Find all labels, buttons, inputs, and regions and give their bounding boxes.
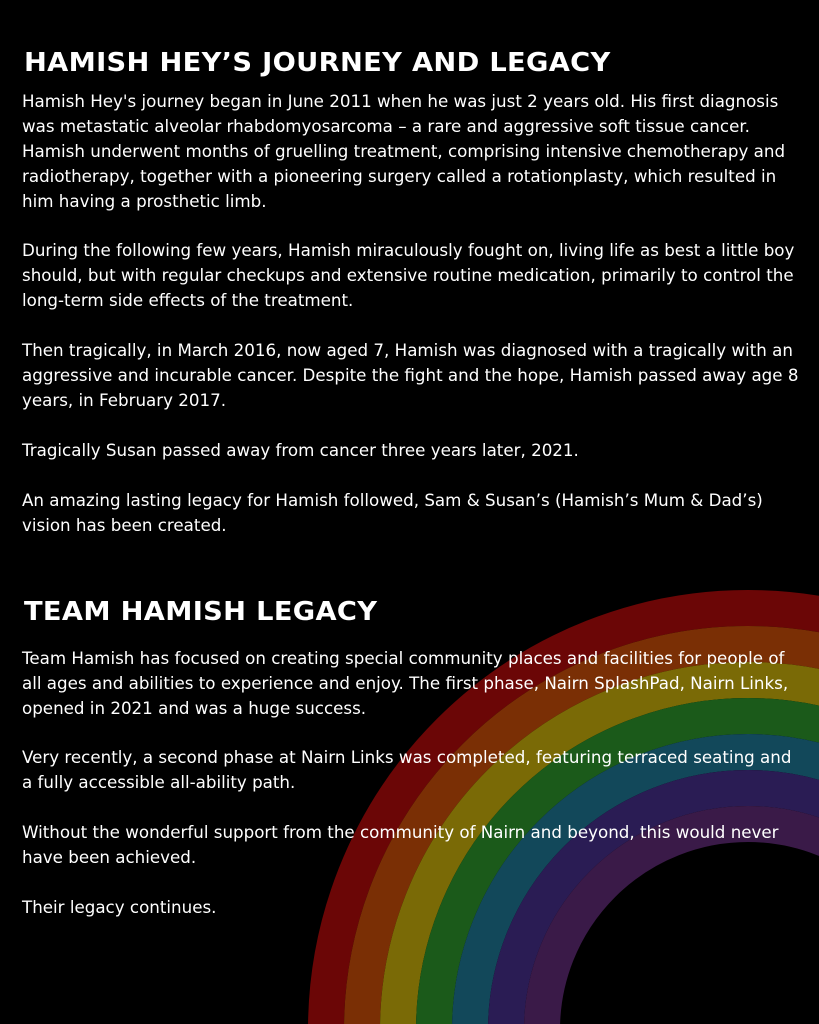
text-line: During the following few years, Hamish miraculously fought on, living life as best a little boy	[22, 240, 795, 260]
journey-paragraph-1	[22, 89, 785, 214]
text-line: vision has been created.	[22, 515, 227, 535]
text-line: Hamish Hey's journey began in June 2011 when he was just 2 years old. His first diagnosis	[22, 91, 779, 111]
journey-paragraph-4	[22, 438, 579, 463]
text-line: years, in February 2017.	[22, 390, 227, 410]
text-line: him having a prosthetic limb.	[22, 191, 267, 211]
journey-paragraph-5	[22, 488, 763, 538]
text-line: have been achieved.	[22, 847, 197, 867]
text-line: Without the wonderful support from the community of Nairn and beyond, this would never	[22, 822, 779, 842]
text-line: aggressive and incurable cancer. Despite the fight and the hope, Hamish passed away age 8	[22, 365, 799, 385]
legacy-paragraph-1	[22, 646, 788, 721]
legacy-heading: TEAM HAMISH LEGACY	[24, 597, 378, 627]
legacy-paragraph-4	[22, 895, 216, 920]
journey-heading: HAMISH HEY’S JOURNEY AND LEGACY	[24, 48, 611, 78]
text-line: Their legacy continues.	[22, 897, 217, 917]
legacy-paragraph-3	[22, 820, 779, 870]
journey-paragraph-2	[22, 238, 794, 313]
legacy-paragraph-2	[22, 745, 791, 795]
text-line: radiotherapy, together with a pioneering surgery called a rotationplasty, which resulted in	[22, 166, 777, 186]
text-line: Team Hamish has focused on creating special community places and facilities for people of	[22, 648, 785, 668]
text-line: Then tragically, in March 2016, now aged 7, Hamish was diagnosed with a tragically with an	[22, 340, 793, 360]
text-line: should, but with regular checkups and extensive routine medication, primarily to control the	[22, 265, 794, 285]
text-line: Tragically Susan passed away from cancer three years later, 2021.	[22, 440, 579, 460]
text-line: Very recently, a second phase at Nairn Links was completed, featuring terraced seating and	[22, 747, 792, 767]
text-line: An amazing lasting legacy for Hamish followed, Sam & Susan’s (Hamish’s Mum & Dad’s)	[22, 490, 763, 510]
text-line: was metastatic alveolar rhabdomyosarcoma – a rare and aggressive soft tissue cancer.	[22, 116, 750, 136]
text-line: all ages and abilities to experience and enjoy. The first phase, Nairn SplashPad, Nairn Links,	[22, 673, 789, 693]
text-line: Hamish underwent months of gruelling treatment, comprising intensive chemotherapy and	[22, 141, 786, 161]
text-line: a fully accessible all-ability path.	[22, 772, 296, 792]
text-line: opened in 2021 and was a huge success.	[22, 698, 367, 718]
text-line: long-term side effects of the treatment.	[22, 290, 354, 310]
journey-paragraph-3	[22, 338, 798, 413]
